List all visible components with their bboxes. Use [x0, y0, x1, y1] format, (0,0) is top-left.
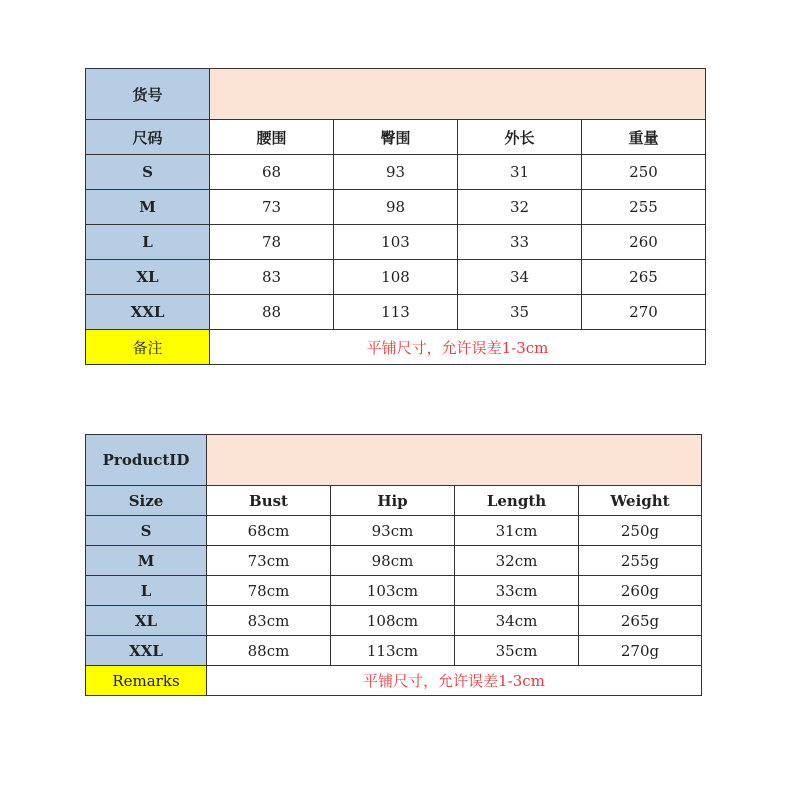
size-cell: L	[86, 576, 207, 606]
value-cell: 108	[334, 260, 458, 295]
value-cell: 33	[458, 225, 582, 260]
value-cell: 83	[210, 260, 334, 295]
product-value	[210, 69, 706, 120]
value-cell: 78	[210, 225, 334, 260]
value-cell: 270	[582, 295, 706, 330]
size-label: 尺码	[86, 120, 210, 155]
value-cell: 73cm	[207, 546, 331, 576]
size-cell: XXL	[86, 636, 207, 666]
table-row	[86, 190, 706, 225]
product-row	[86, 69, 706, 120]
value-cell: 73	[210, 190, 334, 225]
remark-row	[86, 330, 706, 365]
value-cell: 35cm	[455, 636, 579, 666]
value-cell: 108cm	[331, 606, 455, 636]
value-cell: 32	[458, 190, 582, 225]
table-row	[86, 576, 702, 606]
value-cell: 31cm	[455, 516, 579, 546]
value-cell: 34	[458, 260, 582, 295]
column-header: 外长	[458, 120, 582, 155]
value-cell: 250g	[579, 516, 702, 546]
value-cell: 68cm	[207, 516, 331, 546]
size-cell: XL	[86, 260, 210, 295]
column-header: 臀围	[334, 120, 458, 155]
header-row	[86, 486, 702, 516]
remark-label: 备注	[86, 330, 210, 365]
value-cell: 88	[210, 295, 334, 330]
size-cell: S	[86, 516, 207, 546]
size-cell: S	[86, 155, 210, 190]
product-value	[207, 435, 702, 486]
column-header: Hip	[331, 486, 455, 516]
value-cell: 98cm	[331, 546, 455, 576]
value-cell: 31	[458, 155, 582, 190]
column-header: 腰围	[210, 120, 334, 155]
value-cell: 270g	[579, 636, 702, 666]
value-cell: 255	[582, 190, 706, 225]
size-label: Size	[86, 486, 207, 516]
size-chart-table-english	[85, 434, 702, 696]
value-cell: 103cm	[331, 576, 455, 606]
table-row	[86, 155, 706, 190]
value-cell: 260g	[579, 576, 702, 606]
value-cell: 113	[334, 295, 458, 330]
value-cell: 78cm	[207, 576, 331, 606]
product-label: 货号	[86, 69, 210, 120]
value-cell: 68	[210, 155, 334, 190]
value-cell: 33cm	[455, 576, 579, 606]
table-row	[86, 546, 702, 576]
size-cell: XXL	[86, 295, 210, 330]
value-cell: 260	[582, 225, 706, 260]
value-cell: 32cm	[455, 546, 579, 576]
header-row	[86, 120, 706, 155]
table-row	[86, 516, 702, 546]
table-row	[86, 225, 706, 260]
remark-row	[86, 666, 702, 696]
product-row	[86, 435, 702, 486]
size-cell: L	[86, 225, 210, 260]
value-cell: 93cm	[331, 516, 455, 546]
value-cell: 88cm	[207, 636, 331, 666]
column-header: Weight	[579, 486, 702, 516]
value-cell: 34cm	[455, 606, 579, 636]
value-cell: 255g	[579, 546, 702, 576]
value-cell: 35	[458, 295, 582, 330]
value-cell: 93	[334, 155, 458, 190]
table-row	[86, 636, 702, 666]
column-header: Bust	[207, 486, 331, 516]
remark-value: 平铺尺寸，允许误差1-3cm	[207, 666, 702, 696]
column-header: 重量	[582, 120, 706, 155]
table-row	[86, 295, 706, 330]
value-cell: 113cm	[331, 636, 455, 666]
table-row	[86, 606, 702, 636]
remark-value: 平铺尺寸，允许误差1-3cm	[210, 330, 706, 365]
value-cell: 98	[334, 190, 458, 225]
size-cell: XL	[86, 606, 207, 636]
size-cell: M	[86, 190, 210, 225]
table-row	[86, 260, 706, 295]
product-label: ProductID	[86, 435, 207, 486]
remark-label: Remarks	[86, 666, 207, 696]
size-chart-table-chinese	[85, 68, 706, 365]
size-cell: M	[86, 546, 207, 576]
value-cell: 83cm	[207, 606, 331, 636]
value-cell: 250	[582, 155, 706, 190]
column-header: Length	[455, 486, 579, 516]
value-cell: 103	[334, 225, 458, 260]
value-cell: 265	[582, 260, 706, 295]
value-cell: 265g	[579, 606, 702, 636]
